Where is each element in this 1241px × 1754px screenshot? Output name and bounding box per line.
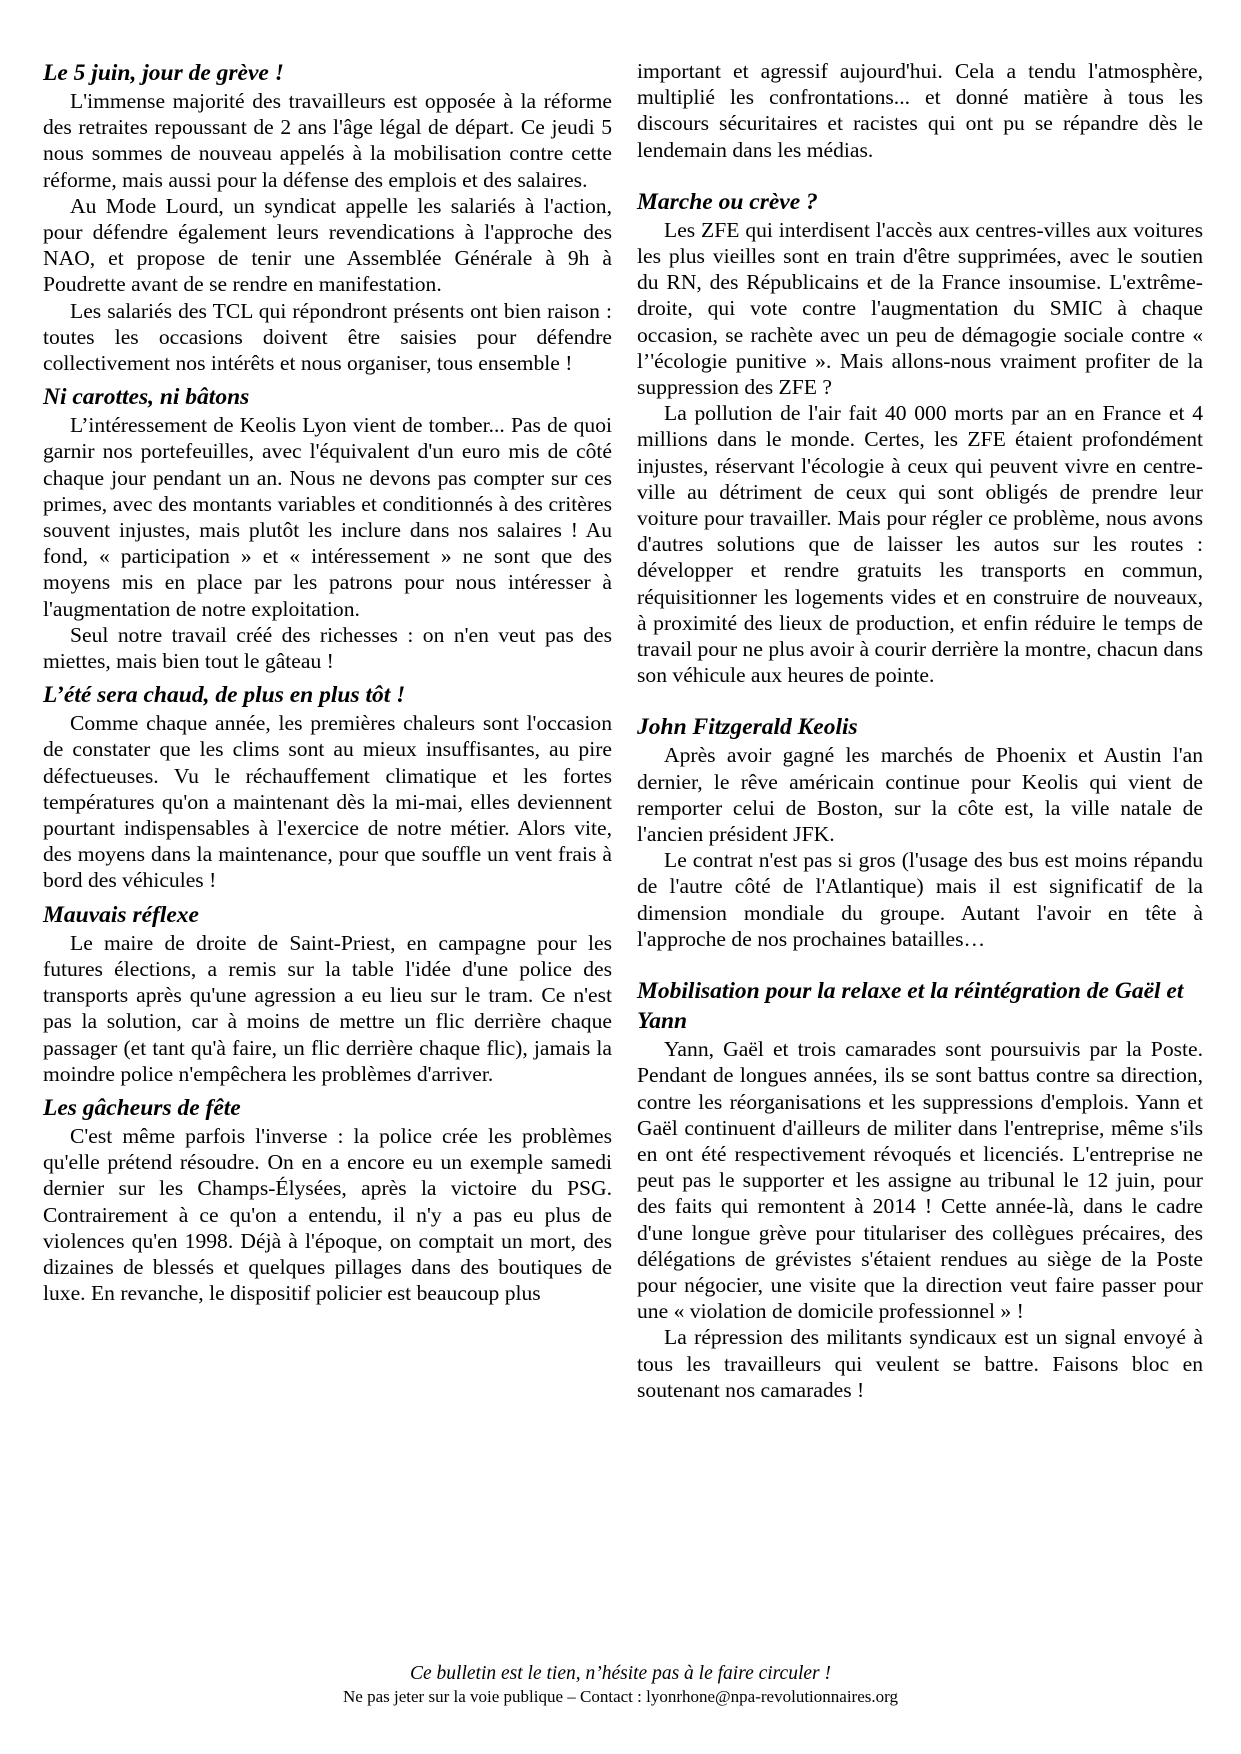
article-paragraph: L'immense majorité des travailleurs est opposée à la réforme des retraites repoussant de 2 ans l'âge légal de départ. Ce jeudi 5 nous sommes de nouveau appelés à la mobilisation contre cette réforme, mais aussi pour la défense des emplois et des salaires.	[43, 89, 612, 192]
article-greve-5-juin	[43, 58, 612, 376]
article-paragraph: Le maire de droite de Saint-Priest, en campagne pour les futures élections, a remis sur la table l'idée d'une police des transports après qu'une agression a eu lieu sur le tram. Ce n'est pas la solution, car à moins de mettre un flic derrière chaque passager (et tant qu'à faire, un flic derrière chaque flic), jamais la moindre police n'empêchera les problèmes d'arriver.	[43, 930, 612, 1086]
article-paragraph: Au Mode Lourd, un syndicat appelle les salariés à l'action, pour défendre également leurs revendications à l'approche des NAO, et propose de tenir une Assemblée Générale à 9h à Poudrette avant de se rendre en manifestation.	[43, 193, 612, 297]
article-mauvais-reflexe	[43, 900, 612, 1087]
article-title: Les gâcheurs de fête	[43, 1094, 241, 1121]
article-john-fitzgerald-keolis	[637, 712, 1203, 952]
spacer	[637, 952, 1203, 976]
article-paragraph: Les ZFE qui interdisent l'accès aux centres-villes aux voitures les plus vieilles sont en train d'être supprimées, avec le soutien du RN, des Républicains et de la France insoumise. L'extrême-droite, qui vote contre l'augmentation du SMIC à chaque occasion, se rachète avec un peu de démagogie sociale contre « l’'écologie punitive ». Mais allons-nous vraiment profiter de la suppression des ZFE ?	[637, 217, 1203, 400]
spacer	[637, 163, 1203, 187]
footer-tagline: Ce bulletin est le tien, n’hésite pas à le faire circuler !	[410, 1663, 831, 1684]
article-paragraph: La pollution de l'air fait 40 000 morts par an en France et 4 millions dans le monde. Certes, les ZFE étaient profondément injustes, réservant l'écologie à ceux qui peuvent vivre en centre-ville au détriment de ceux qui sont obligés de prendre leur voiture pour travailler. Mais pour régler ce problème, nous avons d'autres solutions que de laisser les autos sur les routes : développer et rendre gratuits les transports en commun, réquisitionner les logements vides et en construire de nouveaux, à proximité des lieux de production, et enfin réduire le temps de travail pour ne plus avoir à courir derrière la montre, chacun dans son véhicule aux heures de pointe.	[637, 401, 1204, 688]
left-column	[43, 58, 612, 1306]
article-marche-ou-creve	[637, 187, 1203, 689]
article-title: John Fitzgerald Keolis	[637, 714, 858, 741]
article-gacheurs-de-fete-continued	[637, 58, 1203, 163]
article-paragraph: La répression des militants syndicaux est un signal envoyé à tous les travailleurs qui veulent se battre. Faisons bloc en soutenant nos camarades !	[637, 1325, 1203, 1402]
article-title: Mobilisation pour la relaxe et la réintégration de Gaël et Yann	[637, 978, 1184, 1035]
right-column	[637, 58, 1203, 1403]
article-paragraph: Comme chaque année, les premières chaleurs sont l'occasion de constater que les clims sont au mieux insuffisantes, au pire défectueuses. Vu le réchauffement climatique et les fortes températures qu'on a maintenant dès la mi-mai, elles deviennent pourtant indispensables à l'exercice de notre métier. Alors vite, des moyens dans la maintenance, pour que souffle un vent frais à bord des véhicules !	[43, 711, 612, 893]
article-paragraph: Seul notre travail créé des richesses : on n'en veut pas des miettes, mais bien tout le gâteau !	[43, 622, 612, 674]
article-paragraph: important et agressif aujourd'hui. Cela a tendu l'atmosphère, multiplié les confrontations... et donné matière à tous les discours sécuritaires et racistes qui ont pu se répandre dès le lendemain dans les médias.	[637, 59, 1203, 162]
article-paragraph: Yann, Gaël et trois camarades sont poursuivis par la Poste. Pendant de longues années, ils se sont battus contre sa direction, contre les réorganisations et les suppressions d'emplois. Yann et Gaël continuent d'ailleurs de militer dans l'entreprise, même s'ils en ont été respectivement révoqués et licenciés. L'entreprise ne peut pas le supporter et les assigne au tribunal le 12 juin, pour des faits qui remontent à 2014 ! Cette année-là, dans le cadre d'une longue grève pour titulariser des collègues précaires, des délégations de grévistes s'étaient rendues au siège de la Poste pour négocier, une visite que la direction veut faire passer pour une « violation de domicile professionnel » !	[637, 1037, 1203, 1324]
footer	[0, 1662, 1241, 1707]
article-gacheurs-de-fete	[43, 1093, 612, 1306]
article-title: Mauvais réflexe	[43, 901, 199, 928]
article-title: Ni carottes, ni bâtons	[43, 384, 250, 411]
article-paragraph: C'est même parfois l'inverse : la police crée les problèmes qu'elle prétend résoudre. On en a encore eu un exemple samedi dernier sur les Champs-Élysées, après la victoire du PSG. Contrairement à ce qu'on a entendu, il n'y a pas eu plus de violences qu'en 1998. Déjà à l'époque, on comptait un mort, des dizaines de blessés et quelques pillages dans des boutiques de luxe. En revanche, le dispositif policier est beaucoup plus	[43, 1123, 612, 1306]
article-relaxe-gael-yann	[637, 976, 1203, 1403]
article-paragraph: Le contrat n'est pas si gros (l'usage des bus est moins répandu de l'autre côté de l'Atlantique) mais il est significatif de la dimension mondiale du groupe. Autant l'avoir en tête à l'approche de nos prochaines batailles…	[637, 848, 1203, 951]
article-title: Le 5 juin, jour de grève !	[43, 60, 284, 86]
article-ni-carottes	[43, 382, 612, 674]
article-paragraph: Les salariés des TCL qui répondront présents ont bien raison : toutes les occasions doivent être saisies pour défendre collectivement nos intérêts et nous organiser, tous ensemble !	[43, 298, 612, 376]
article-title: Marche ou crève ?	[637, 188, 818, 215]
article-paragraph: L’intéressement de Keolis Lyon vient de tomber... Pas de quoi garnir nos portefeuilles, avec l'équivalent d'un euro mis de côté chaque jour pendant un an. Nous ne devons pas compter sur ces primes, avec des montants variables et conditionnés à des critères souvent injustes, mais plutôt les inclure dans nos salaires ! Au fond, « participation » et « intéressement » ne sont que des moyens mis en place par les patrons pour nous intéresser à l'augmentation de notre exploitation.	[43, 413, 612, 621]
spacer	[637, 688, 1203, 712]
article-title: L’été sera chaud, de plus en plus tôt !	[43, 682, 406, 709]
footer-contact: Ne pas jeter sur la voie publique – Contact : lyonrhone@npa-revolutionnaires.org	[343, 1687, 898, 1706]
article-paragraph: Après avoir gagné les marchés de Phoenix et Austin l'an dernier, le rêve américain continue pour Keolis qui vient de remporter celui de Boston, sur la côte est, la ville natale de l'ancien président JFK.	[637, 743, 1203, 847]
article-ete-chaud	[43, 680, 612, 893]
